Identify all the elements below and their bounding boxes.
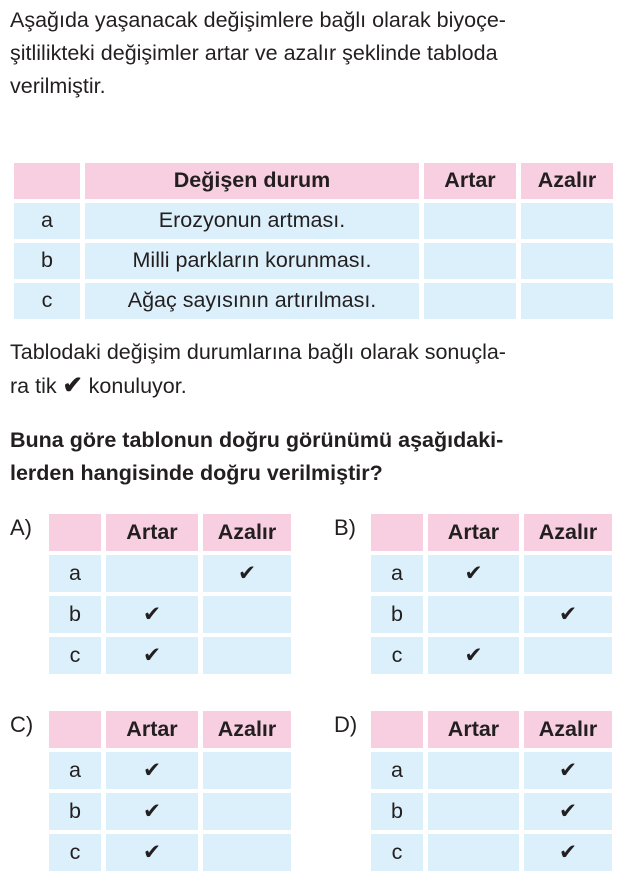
table-row (49, 793, 291, 830)
option-c-header-artar: Artar (106, 711, 198, 748)
row-description: Milli parkların korunması. (85, 243, 419, 279)
main-table-header-artar: Artar (424, 163, 516, 199)
main-table-header-azalir: Azalır (521, 163, 613, 199)
intro-line-2: şitlilikteki değişimler artar ve azalır şeklinde tabloda (10, 41, 498, 65)
row-letter: c (49, 834, 101, 871)
option-d-header-blank (371, 711, 423, 748)
question-paragraph (10, 424, 618, 490)
azalir-check-cell (203, 834, 291, 871)
table-row (49, 596, 291, 633)
row-letter: b (49, 596, 101, 633)
artar-check-cell: ✔ (106, 596, 198, 633)
artar-check-cell (428, 793, 519, 830)
table-row (49, 555, 291, 592)
artar-check-cell (106, 555, 198, 592)
table-row (371, 793, 612, 830)
row-letter: b (371, 596, 423, 633)
option-d-header-azalir: Azalır (524, 711, 612, 748)
azalir-cell (521, 243, 613, 279)
table-row (49, 834, 291, 871)
row-letter: c (371, 637, 423, 674)
artar-cell (424, 203, 516, 239)
azalir-check-cell: ✔ (524, 596, 612, 633)
row-letter: c (49, 637, 101, 674)
artar-cell (424, 243, 516, 279)
artar-check-cell (428, 752, 519, 789)
row-letter: b (14, 243, 80, 279)
option-b-header-row (371, 514, 612, 551)
row-letter: c (14, 283, 80, 319)
artar-check-cell (428, 596, 519, 633)
note-line-2 (10, 369, 618, 403)
table-row (49, 637, 291, 674)
intro-line-1: Aşağıda yaşanacak değişimlere bağlı olarak biyoçe- (10, 8, 506, 32)
azalir-check-cell: ✔ (524, 834, 612, 871)
note-text-pre: ra tik (10, 374, 57, 398)
option-d-table[interactable] (366, 707, 617, 875)
option-a-header-blank (49, 514, 101, 551)
artar-check-cell: ✔ (106, 793, 198, 830)
azalir-check-cell: ✔ (524, 752, 612, 789)
table-row (371, 596, 612, 633)
option-c-header-azalir: Azalır (203, 711, 291, 748)
azalir-check-cell (524, 637, 612, 674)
azalir-cell (521, 283, 613, 319)
option-b-header-azalir: Azalır (524, 514, 612, 551)
option-d-label[interactable]: D) (334, 712, 358, 737)
artar-check-cell: ✔ (428, 555, 519, 592)
row-letter: a (371, 752, 423, 789)
option-a-table[interactable] (44, 510, 296, 678)
option-c-header-blank (49, 711, 101, 748)
row-letter: a (49, 555, 101, 592)
main-table-header-row (14, 163, 613, 199)
artar-check-cell: ✔ (106, 637, 198, 674)
option-a-header-row (49, 514, 291, 551)
note-line-1: Tablodaki değişim durumlarına bağlı olarak sonuçla- (10, 340, 506, 364)
table-row (371, 834, 612, 871)
row-description: Ağaç sayısının artırılması. (85, 283, 419, 319)
table-row (14, 243, 613, 279)
note-paragraph (10, 336, 618, 403)
option-a-header-artar: Artar (106, 514, 198, 551)
row-letter: c (371, 834, 423, 871)
azalir-cell (521, 203, 613, 239)
option-b-header-blank (371, 514, 423, 551)
main-table-header-blank (14, 163, 80, 199)
row-letter: a (49, 752, 101, 789)
option-b-label[interactable]: B) (334, 515, 356, 540)
main-table-header-degisen-durum: Değişen durum (85, 163, 419, 199)
artar-check-cell: ✔ (106, 752, 198, 789)
question-line-1: Buna göre tablonun doğru görünümü aşağıdaki- (10, 428, 504, 452)
table-row (49, 752, 291, 789)
question-line-2: lerden hangisinde doğru verilmiştir? (10, 461, 383, 485)
azalir-check-cell: ✔ (524, 793, 612, 830)
option-c-label[interactable]: C) (10, 712, 34, 737)
azalir-check-cell (203, 596, 291, 633)
row-letter: a (14, 203, 80, 239)
row-letter: a (371, 555, 423, 592)
artar-check-cell: ✔ (106, 834, 198, 871)
intro-paragraph (10, 4, 618, 103)
artar-cell (424, 283, 516, 319)
option-a-label[interactable]: A) (10, 515, 32, 540)
table-row (371, 752, 612, 789)
azalir-check-cell (524, 555, 612, 592)
artar-check-cell: ✔ (428, 637, 519, 674)
note-text-post: konuluyor. (88, 374, 187, 398)
azalir-check-cell (203, 793, 291, 830)
artar-check-cell (428, 834, 519, 871)
check-mark-icon: ✔ (62, 372, 83, 399)
row-letter: b (49, 793, 101, 830)
option-d-header-artar: Artar (428, 711, 519, 748)
table-row (14, 283, 613, 319)
option-c-header-row (49, 711, 291, 748)
row-letter: b (371, 793, 423, 830)
azalir-check-cell: ✔ (203, 555, 291, 592)
table-row (371, 637, 612, 674)
table-row (371, 555, 612, 592)
azalir-check-cell (203, 637, 291, 674)
azalir-check-cell (203, 752, 291, 789)
option-d-header-row (371, 711, 612, 748)
option-c-table[interactable] (44, 707, 296, 875)
option-b-header-artar: Artar (428, 514, 519, 551)
option-a-header-azalir: Azalır (203, 514, 291, 551)
intro-line-3: verilmiştir. (10, 74, 106, 98)
table-row (14, 203, 613, 239)
main-table (9, 159, 618, 323)
option-b-table[interactable] (366, 510, 617, 678)
row-description: Erozyonun artması. (85, 203, 419, 239)
